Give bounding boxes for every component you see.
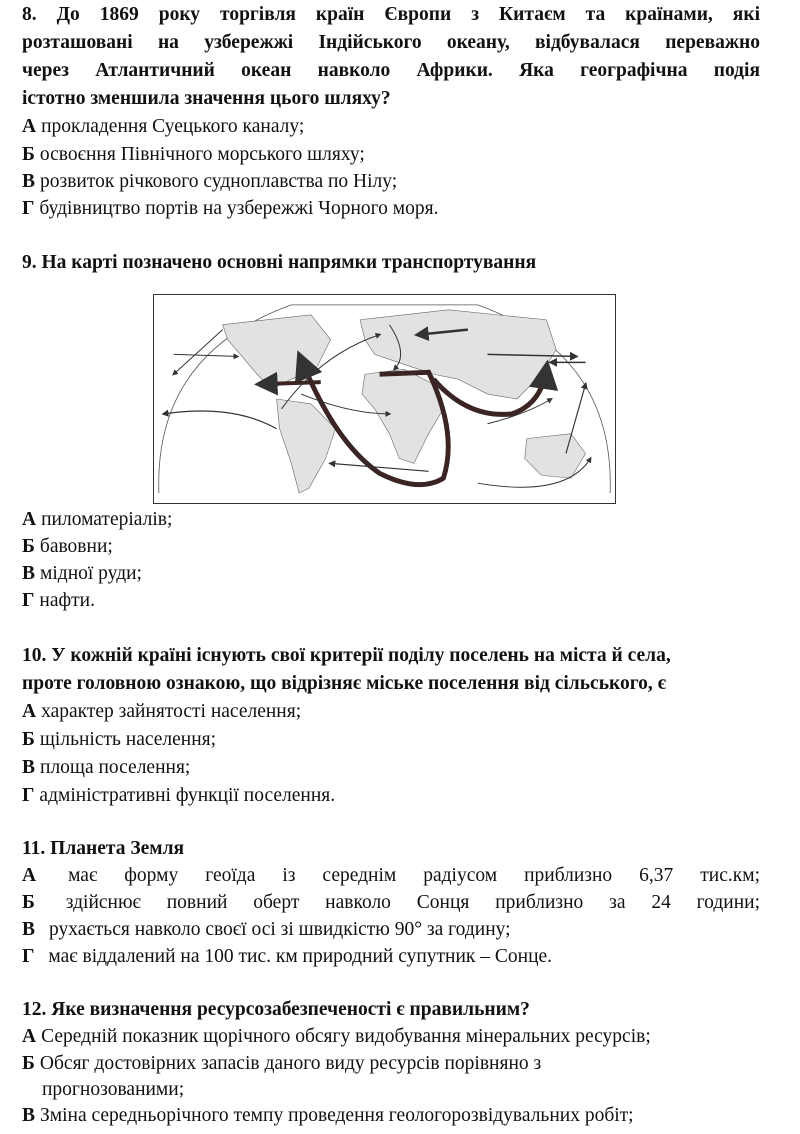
q9-option-a[interactable] bbox=[22, 507, 172, 533]
q9-option-v[interactable] bbox=[22, 561, 142, 587]
q10-option-b[interactable] bbox=[22, 727, 216, 753]
option-text: мідної руди; bbox=[40, 563, 142, 584]
option-letter: В bbox=[22, 757, 36, 778]
north-america-shape bbox=[223, 315, 331, 389]
q12-option-a[interactable] bbox=[22, 1024, 651, 1050]
option-text: прокладення Суецького каналу; bbox=[41, 116, 305, 137]
q9-text-line-1: 9. На карті позначено основні напрямки транспортування bbox=[22, 252, 537, 273]
q8-text-line-3: через Атлантичний океан навколо Африки. Яка географічна подія bbox=[22, 60, 760, 81]
option-text: має форму геоїда із середнім радіусом приблизно 6,37 тис.км; bbox=[68, 865, 760, 886]
route-gulf-mexico bbox=[262, 382, 321, 384]
option-text: бавовни; bbox=[39, 536, 113, 557]
option-text: площа поселення; bbox=[40, 757, 191, 778]
option-letter: Г bbox=[22, 785, 35, 806]
option-text: характер зайнятості населення; bbox=[41, 701, 302, 722]
option-text: Зміна середньорічного темпу проведення геологорозвідувальних робіт; bbox=[40, 1105, 634, 1126]
q9-option-b[interactable] bbox=[22, 534, 113, 560]
q12-text: 12. Яке визначення ресурсозабезпеченості є правильним? bbox=[22, 999, 530, 1020]
q11-option-a[interactable] bbox=[22, 863, 760, 889]
q11-title: 11. Планета Земля bbox=[22, 838, 185, 859]
q10-option-g[interactable] bbox=[22, 783, 335, 809]
q12-option-v[interactable] bbox=[22, 1103, 634, 1129]
option-text-continued: прогнозованими; bbox=[42, 1079, 185, 1100]
option-text: нафти. bbox=[39, 590, 95, 611]
option-letter: В bbox=[22, 919, 36, 940]
option-letter: Б bbox=[22, 144, 35, 165]
option-letter: Г bbox=[22, 590, 35, 611]
route-line bbox=[174, 330, 223, 375]
route-line bbox=[331, 463, 429, 471]
option-letter: Б bbox=[22, 1053, 35, 1074]
option-letter: Г bbox=[22, 198, 35, 219]
q8-option-a[interactable] bbox=[22, 114, 304, 140]
option-letter: А bbox=[22, 116, 37, 137]
option-text: щільність населення; bbox=[39, 729, 217, 750]
q10-text-line-1: 10. У кожній країні існують свої критерії поділу поселень на міста й села, bbox=[22, 645, 671, 666]
q8-option-v[interactable] bbox=[22, 169, 397, 195]
q11-option-g[interactable] bbox=[22, 944, 552, 970]
q10-option-v[interactable] bbox=[22, 755, 190, 781]
option-letter: Г bbox=[22, 946, 35, 967]
q9-option-g[interactable] bbox=[22, 588, 95, 614]
q12-option-b[interactable] bbox=[22, 1051, 541, 1077]
option-text: рухається навколо своєї осі зі швидкістю 90° за годину; bbox=[49, 919, 511, 940]
option-letter: В bbox=[22, 1105, 36, 1126]
route-line bbox=[164, 411, 277, 429]
q8-text-line-2: розташовані на узбережжі Індійського океану, відбувалася переважно bbox=[22, 32, 760, 53]
option-letter: Б bbox=[22, 729, 35, 750]
option-text: освоєння Північного морського шляху; bbox=[39, 144, 365, 165]
option-letter: Б bbox=[22, 892, 35, 913]
option-text: Середній показник щорічного обсягу видобування мінеральних ресурсів; bbox=[41, 1026, 651, 1047]
q8-text-line-1: 8. До 1869 року торгівля країн Європи з Китаєм та країнами, які bbox=[22, 4, 760, 25]
q8-option-g[interactable] bbox=[22, 196, 438, 222]
option-letter: В bbox=[22, 563, 36, 584]
q10-text-line-2: проте головною ознакою, що відрізняє міське поселення від сільського, є bbox=[22, 673, 667, 694]
option-letter: Б bbox=[22, 536, 35, 557]
option-text: розвиток річкового судноплавства по Нілу; bbox=[40, 171, 398, 192]
option-text: має віддалений на 100 тис. км природний супутник – Сонце. bbox=[48, 946, 553, 967]
option-letter: А bbox=[22, 701, 37, 722]
option-letter: А bbox=[22, 1026, 37, 1047]
q10-option-a[interactable] bbox=[22, 699, 301, 725]
transport-routes-map bbox=[153, 294, 616, 504]
option-letter: А bbox=[22, 509, 37, 530]
option-text: будівництво портів на узбережжі Чорного моря. bbox=[39, 198, 439, 219]
world-map-figure bbox=[154, 295, 615, 503]
q12-option-b-continued bbox=[42, 1077, 184, 1103]
q11-option-v[interactable] bbox=[22, 917, 511, 943]
option-text: пиломатеріалів; bbox=[41, 509, 173, 530]
q8-option-b[interactable] bbox=[22, 142, 365, 168]
route-line bbox=[174, 354, 238, 356]
q8-text-line-4: істотно зменшила значення цього шляху? bbox=[22, 88, 391, 109]
option-text: адміністративні функції поселення. bbox=[39, 785, 336, 806]
australia-shape bbox=[525, 434, 586, 479]
option-letter: В bbox=[22, 171, 36, 192]
q11-option-b[interactable] bbox=[22, 890, 760, 916]
option-text: здійснює повний оберт навколо Сонця приблизно за 24 години; bbox=[65, 892, 761, 913]
option-letter: А bbox=[22, 865, 37, 886]
option-text: Обсяг достовірних запасів даного виду ресурсів порівняно з bbox=[39, 1053, 542, 1074]
